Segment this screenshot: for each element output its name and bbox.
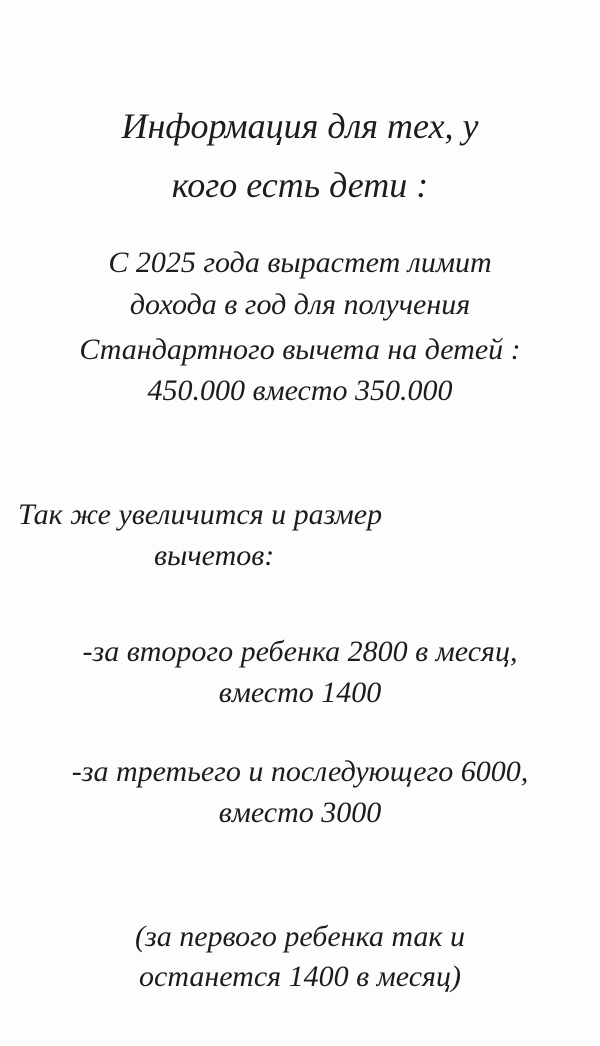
title-line-2: кого есть дети : [171,165,429,205]
limit-line-3: Стандартного вычета на детей : [79,333,521,366]
third-child-line-2: вместо 3000 [218,796,382,829]
limit-line-4: 450.000 вместо 350.000 [147,374,453,407]
first-child-note-line-1: (за первого ребенка так и [135,920,465,953]
limit-line-1: С 2025 года вырастет лимит [108,246,492,279]
first-child-note-line-2: останется 1400 в месяц) [139,960,461,993]
second-child-line-2: вместо 1400 [218,676,382,709]
second-child-line-1: -за второго ребенка 2800 в месяц, [82,635,518,668]
third-child-line-1: -за третьего и последующего 6000, [71,755,529,788]
deductions-intro-line-1: Так же увеличится и размер [18,498,383,531]
deductions-intro-line-2: вычетов: [154,539,275,572]
title-line-1: Информация для тех, у [121,106,479,146]
limit-line-2: дохода в год для получения [129,288,471,321]
